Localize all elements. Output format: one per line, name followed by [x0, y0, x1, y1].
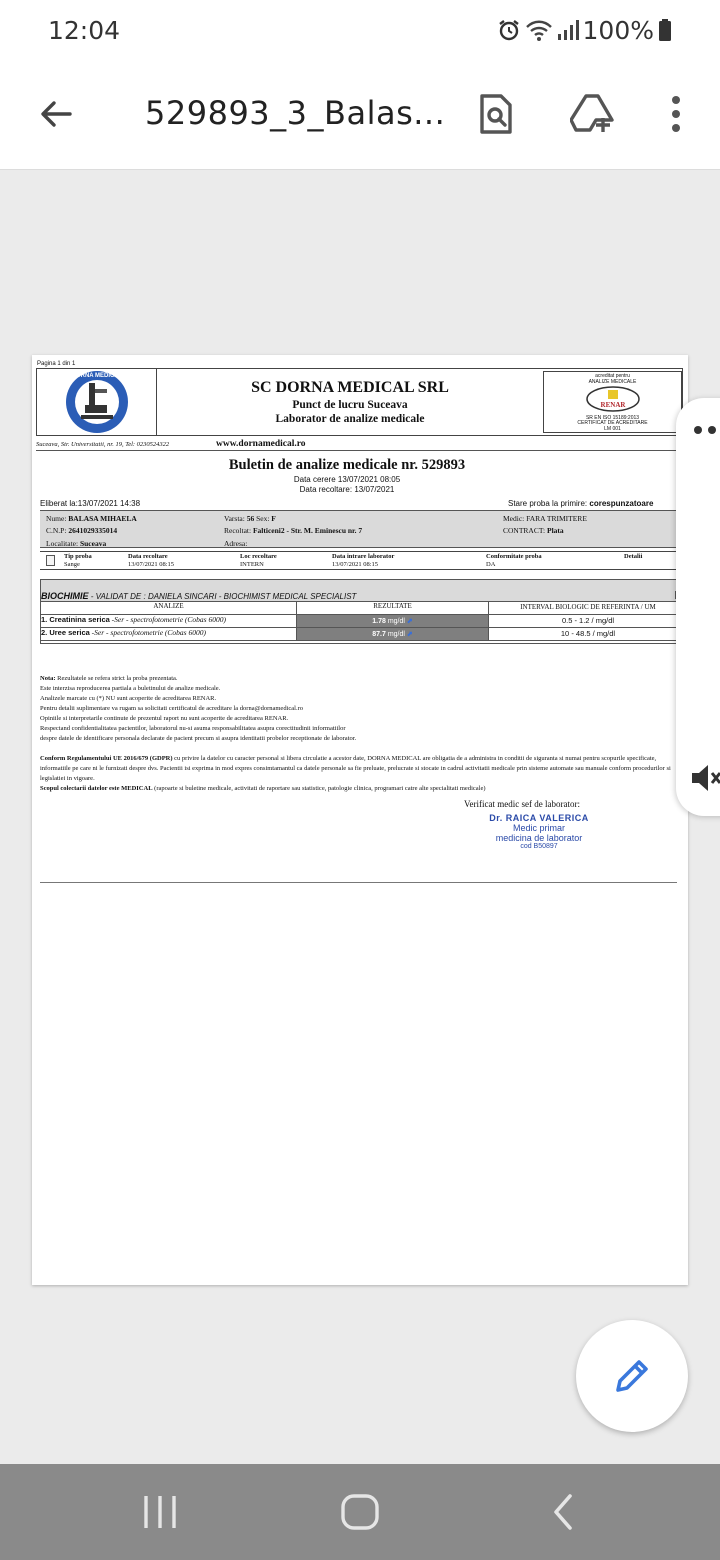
- note-line: Este interzisa reproducerea partiala a buletinului de analize medicale.: [40, 685, 221, 692]
- note-line: Pentru detalii suplimentare va rugam sa solicitati certificatul de acreditare la dorna@dornamedical.ro: [40, 705, 303, 712]
- biochemistry-section: [40, 579, 688, 644]
- section-header: [41, 580, 687, 602]
- doctor-label: Medic:: [503, 514, 525, 523]
- doctor-stamp: [482, 813, 596, 857]
- notes-block: [40, 674, 680, 744]
- gdpr-purpose-text: (rapoarte si buletine medicale, activitati de raportare sau statistice, patologie clinica, programari catre alte specialitati medicale): [152, 785, 486, 792]
- stamp-line: cod B50897: [520, 843, 558, 850]
- request-date: Data cerere 13/07/2021 08:05: [293, 475, 401, 484]
- company-subtitle-1: Punct de lucru Suceava: [292, 399, 408, 411]
- analysis-label: 1. Creatinina serica: [41, 615, 110, 624]
- sample-value: Sange: [64, 561, 80, 568]
- edit-fab[interactable]: [576, 1320, 688, 1432]
- lab-address: Suceava, Str. Universitatii, nr. 19, Tel: 0230524322: [36, 441, 170, 448]
- accreditation-line: ANALIZE MEDICALE: [588, 378, 637, 385]
- side-panel-tab[interactable]: [676, 398, 720, 816]
- status-icons: [497, 16, 672, 45]
- col-header-results: REZULTATE: [297, 602, 489, 614]
- svg-text:DORNA MEDICAL: DORNA MEDICAL: [71, 373, 123, 379]
- analysis-label: 2. Uree serica: [41, 628, 90, 637]
- report-dates: [32, 475, 662, 495]
- renar-logo: [583, 385, 643, 413]
- sample-value: DA: [486, 561, 496, 568]
- system-nav-bar: [0, 1464, 720, 1560]
- analysis-method: -Ser - spectrofotometrie (Cobas 6000): [109, 615, 226, 624]
- volume-off-icon[interactable]: [690, 762, 720, 794]
- contract-value: Plata: [547, 526, 564, 535]
- patient-age: 56: [246, 514, 255, 523]
- more-vert-icon[interactable]: [654, 92, 698, 136]
- issued-date: Eliberat la:13/07/2021 14:38: [40, 499, 141, 508]
- gdpr-block: [40, 754, 688, 794]
- table-row: [41, 615, 687, 628]
- company-subtitle-2: Laborator de analize medicale: [275, 413, 425, 425]
- accreditation-line: LM 001: [604, 425, 621, 432]
- sample-value: 13/07/2021 08:15: [332, 561, 379, 568]
- sample-state-value: corespunzatoare: [589, 499, 654, 508]
- accreditation-line: acreditat pentru: [595, 373, 630, 379]
- reference-range: 10 - 48.5 / mg/dl: [560, 629, 616, 638]
- gdpr-bold: Conform Regulamentului UE 2016/679 (GDPR): [40, 755, 173, 762]
- sample-state-label: Stare proba la primire:: [508, 499, 588, 508]
- collected-label: Recoltat:: [224, 526, 252, 535]
- out-of-range-arrow-icon: ⬈: [406, 631, 413, 638]
- results-header-row: [41, 602, 687, 615]
- accreditation-line: CERTIFICAT DE ACREDITARE: [577, 420, 648, 426]
- wifi-icon: [525, 18, 553, 42]
- doctor-value: FARA TRIMITERE: [526, 514, 587, 523]
- note-line: despre datele de identificare personala declarate de pacient precum si asupra identitatii probelor receptionate de laborator.: [40, 735, 357, 742]
- more-horiz-icon[interactable]: [692, 424, 720, 436]
- result-unit: mg/dl: [387, 631, 405, 638]
- note-line: Opiniile si interpretarile continute de prezentul raport nu sunt acoperite de acreditarea RENAR.: [40, 715, 289, 722]
- company-block: [157, 369, 543, 435]
- stamp-line: medicina de laborator: [495, 833, 583, 843]
- section-name: BIOCHIMIE: [41, 591, 89, 601]
- sample-header: Conformitate proba: [486, 553, 542, 560]
- stamp-line: Dr. RAICA VALERICA: [489, 813, 589, 823]
- sample-header: Data intrare laborator: [332, 553, 395, 560]
- report-title: Buletin de analize medicale nr. 529893: [228, 457, 466, 473]
- cnp-label: C.N.P:: [46, 526, 67, 535]
- divider: [40, 882, 677, 883]
- pencil-icon: [612, 1356, 652, 1396]
- sample-header: Data recoltare: [128, 553, 168, 560]
- contract-label: CONTRACT:: [503, 526, 546, 535]
- note-text: Rezultatele se refera strict la proba prezentata.: [55, 675, 178, 682]
- col-header-analyses: ANALIZE: [41, 602, 297, 614]
- age-label: Varsta:: [224, 514, 245, 523]
- gdpr-text: cu privire la datelor cu caracter personal si libera circulatie a acestor date, DORNA MEDICAL are obligatia de a administra in conditii de siguranta si numai pentru scopurile specificate, informatiile pe care ni le furnizati despre dvs. Pacientii isi exprima in mod expres consimtamantul ca datele personale sa fie preluate, prelucrate si stocate in cadrul activitatii medicale prin sisteme automate sau manuale conform procedurilor si legislatiei in vigoare.: [40, 755, 671, 782]
- battery-icon: [658, 18, 672, 42]
- patient-sex: F: [271, 514, 276, 523]
- collect-date: Data recoltare: 13/07/2021: [299, 485, 395, 494]
- note-line: Respectand confidentialitatea pacientilor, laboratorul nu-si asuma responsabilitatea asupra corectitudinii informatiilor: [40, 725, 346, 732]
- note-line: [40, 674, 680, 684]
- result-cell: [297, 628, 489, 640]
- collected-at: Falticeni2 - Str. M. Eminescu nr. 7: [252, 526, 363, 535]
- lab-website[interactable]: www.dornamedical.ro: [216, 439, 306, 449]
- address-label: Adresa:: [224, 539, 248, 548]
- recent-apps-icon[interactable]: [140, 1492, 180, 1532]
- status-bar: [0, 0, 720, 60]
- sample-checkbox[interactable]: [46, 555, 55, 566]
- result-value: 1.78: [372, 618, 386, 625]
- reference-range: 0.5 - 1.2 / mg/dl: [561, 616, 615, 625]
- result-value: 87.7: [372, 631, 386, 638]
- add-to-drive-icon[interactable]: [570, 92, 614, 136]
- dorna-medical-logo: [37, 369, 157, 435]
- sample-info: [40, 551, 688, 570]
- back-icon[interactable]: [544, 1492, 584, 1532]
- result-cell: [297, 615, 489, 627]
- search-doc-icon[interactable]: [474, 92, 518, 136]
- accreditation-line: SR EN ISO 15189:2013: [585, 414, 640, 421]
- patient-cnp: 2641029335014: [68, 526, 118, 535]
- analysis-name: [41, 615, 297, 627]
- name-label: Nume:: [46, 514, 67, 523]
- result-unit: mg/dl: [387, 618, 405, 625]
- analysis-name: [41, 628, 297, 640]
- analysis-method: -Ser - spectrofotometrie (Cobas 6000): [89, 628, 206, 637]
- app-toolbar: [0, 60, 720, 170]
- city-label: Localitate:: [46, 539, 79, 548]
- gdpr-purpose-bold: Scopul colectarii datelor este MEDICAL: [40, 785, 153, 792]
- document-header: [36, 368, 683, 436]
- back-arrow-icon[interactable]: [36, 94, 76, 134]
- accreditation-block: [543, 371, 682, 433]
- sex-label: Sex:: [256, 514, 270, 523]
- pdf-viewer[interactable]: [0, 171, 720, 1464]
- sample-value: 13/07/2021 08:15: [128, 561, 175, 568]
- logo-cell: [37, 369, 157, 435]
- svg-text:RENAR: RENAR: [600, 401, 625, 409]
- battery-percent: 100%: [582, 15, 654, 45]
- signal-icon: [557, 18, 579, 42]
- sample-value: INTERN: [240, 561, 264, 568]
- note-line: Analizele marcate cu (*) NU sunt acoperite de acreditarea RENAR.: [40, 695, 217, 702]
- section-validated: - VALIDAT DE : DANIELA SINCARI - BIOCHIMIST MEDICAL SPECIALIST: [88, 592, 357, 601]
- patient-city: Suceava: [79, 539, 107, 548]
- pdf-page: [32, 355, 688, 1285]
- sample-header: Tip proba: [64, 553, 92, 560]
- note-prefix: Nota:: [40, 675, 56, 682]
- alarm-icon: [497, 18, 521, 42]
- home-icon[interactable]: [340, 1492, 380, 1532]
- sample-state: [508, 499, 653, 508]
- sample-header: Detalii: [624, 553, 643, 560]
- company-name: SC DORNA MEDICAL SRL: [251, 379, 449, 396]
- address-row: [36, 441, 683, 451]
- results-table: [41, 602, 687, 641]
- sample-header: Loc recoltare: [240, 553, 277, 560]
- stamp-line: Medic primar: [512, 823, 565, 833]
- col-header-reference: INTERVAL BIOLOGIC DE REFERINTA / UM: [520, 603, 656, 611]
- page-label: Pagina 1 din 1: [37, 361, 76, 367]
- patient-name: BALASA MIHAELA: [68, 514, 137, 523]
- status-time: 12:04: [48, 15, 121, 45]
- patient-info: [40, 510, 688, 548]
- out-of-range-arrow-icon: ⬈: [406, 618, 413, 625]
- verified-label: Verificat medic sef de laborator:: [464, 799, 580, 809]
- document-title: 529893_3_Balas...: [145, 94, 446, 132]
- table-row: [41, 628, 687, 641]
